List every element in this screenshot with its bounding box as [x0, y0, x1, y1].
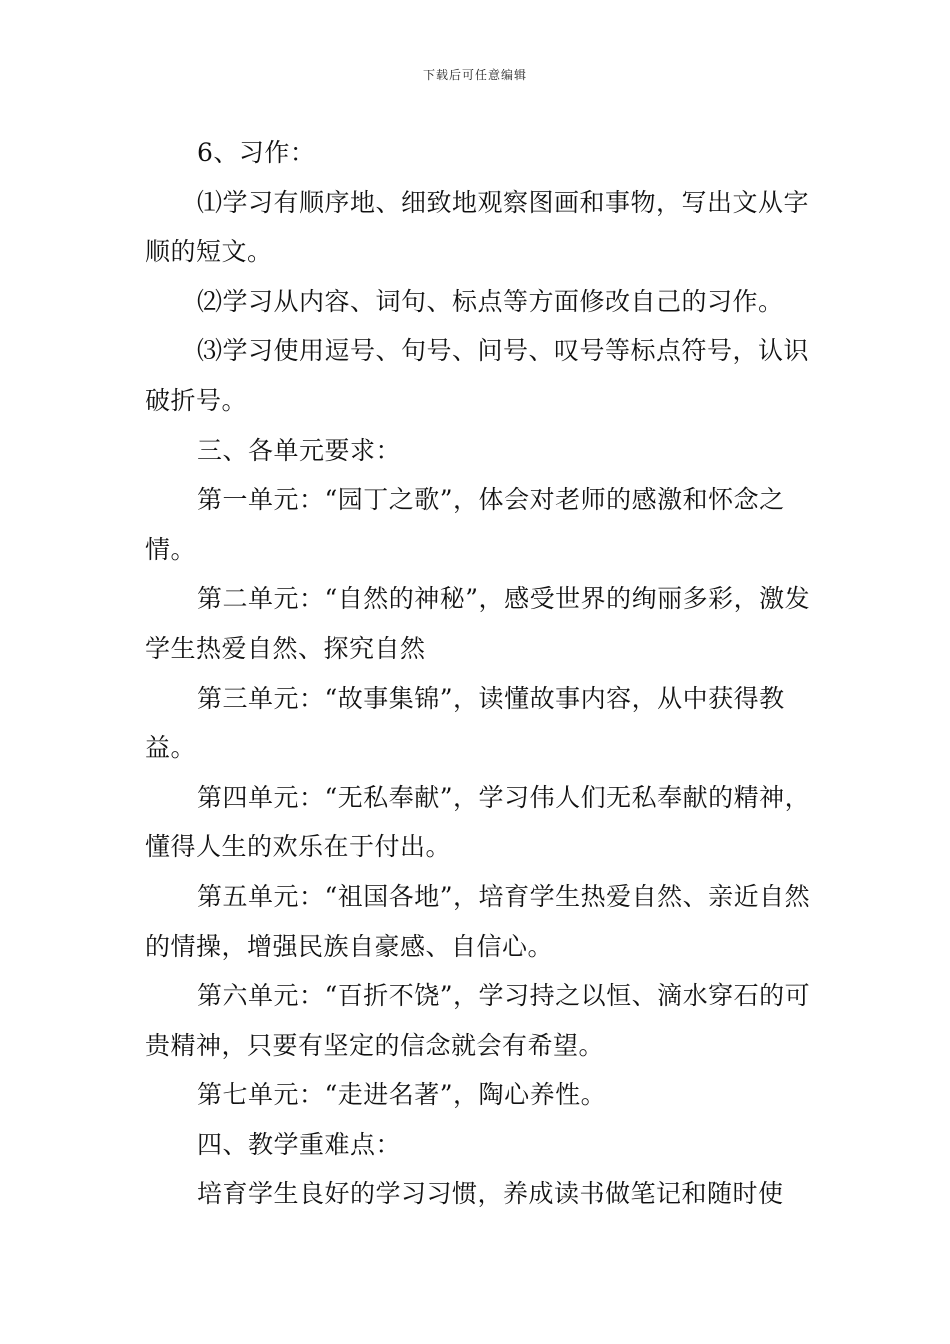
paragraph-unit-5: 第五单元：“祖国各地”，培育学生热爱自然、亲近自然的情操，增强民族自豪感、自信心。 — [145, 881, 811, 961]
document-body — [145, 128, 813, 1219]
paragraph-unit-6: 第六单元：“百折不饶”，学习持之以恒、滴水穿石的可贵精神，只要有坚定的信念就会有希望。 — [145, 981, 811, 1060]
paragraph-writing-item-3: ⑶学习使用逗号、句号、问号、叹号等标点符号，认识破折号。 — [145, 336, 810, 415]
paragraph-unit-7: 第七单元：“走进名著”，陶心养性。 — [197, 1080, 607, 1110]
paragraph-writing-item-1: ⑴学习有顺序地、细致地观察图画和事物，写出文从字顺的短文。 — [145, 187, 810, 267]
paragraph-writing-item-2: ⑵学习从内容、词句、标点等方面修改自己的习作。 — [197, 286, 784, 316]
paragraph-unit-1: 第一单元：“园丁之歌”，体会对老师的感激和怀念之情。 — [145, 485, 785, 564]
page-header: 下载后可任意编辑 — [422, 68, 527, 82]
section-heading-unit-requirements: 三、各单元要求： — [197, 435, 402, 465]
paragraph-writing-heading: 6、习作： — [197, 138, 316, 167]
paragraph-key-points: 培育学生良好的学习习惯，养成读书做笔记和随时使 — [197, 1179, 784, 1209]
paragraph-unit-2: 第二单元：“自然的神秘”，感受世界的绚丽多彩，激发学生热爱自然、探究自然 — [145, 584, 811, 663]
paragraph-unit-4: 第四单元：“无私奉献”，学习伟人们无私奉献的精神，懂得人生的欢乐在于付出。 — [145, 782, 811, 862]
paragraph-unit-3: 第三单元：“故事集锦”，读懂故事内容，从中获得教益。 — [145, 683, 785, 763]
section-heading-key-points: 四、教学重难点： — [197, 1129, 402, 1159]
